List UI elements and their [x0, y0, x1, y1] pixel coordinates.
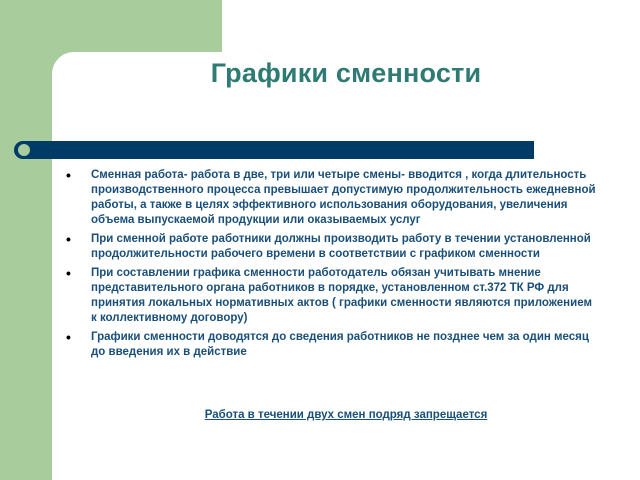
list-item: • При составлении графика сменности работодатель обязан учитывать мнение представительного органа работников в порядке, установленном ст.372 ТК РФ для принятия локальных нормативных актов ( графики сменности являются приложением к коллективному договору)	[66, 266, 596, 326]
bullet-list	[66, 168, 596, 364]
list-item: • При сменной работе работники должны производить работу в течении установленной продолжительности рабочего времени в соответствии с графиком сменности	[66, 232, 596, 262]
accent-bar	[14, 141, 534, 159]
list-item: • Сменная работа- работа в две, три или четыре смены- вводится , когда длительность производственного процесса превышает допустимую продолжительность ежедневной работы, а также в целях эффективного использования оборудования, увеличения объема выпускаемой продукции или оказываемых услуг	[66, 168, 596, 228]
footer-note: Работа в течении двух смен подряд запрещается	[204, 409, 488, 421]
list-item: • Графики сменности доводятся до сведения работников не позднее чем за один месяц до введения их в действие	[66, 330, 596, 360]
slide-title: Графики сменности	[210, 58, 482, 88]
